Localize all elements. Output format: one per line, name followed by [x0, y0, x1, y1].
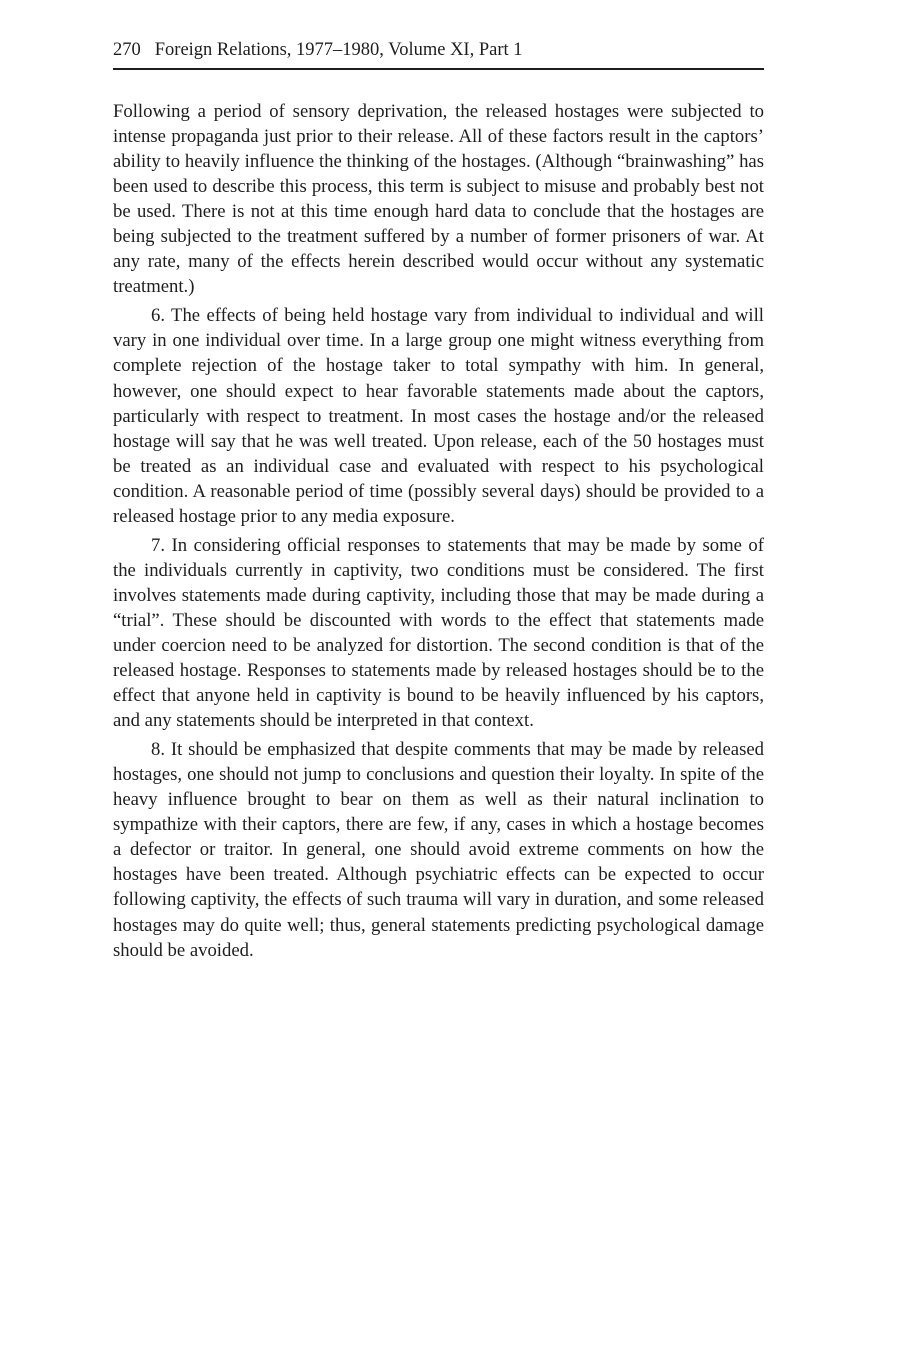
- page-number: 270: [113, 40, 141, 60]
- body-text: [113, 99, 764, 963]
- running-title: Foreign Relations, 1977–1980, Volume XI, Part 1: [154, 40, 523, 60]
- header-rule: [113, 68, 764, 70]
- document-page: [113, 38, 764, 967]
- paragraph-8: 8. It should be emphasized that despite comments that may be made by released hostages, one should not jump to conclusions and question their loyalty. In spite of the heavy influence brought to bear on them as well as their natural inclination to sympathize with their captors, there are few, if any, cases in which a hostage becomes a defector or traitor. In general, one should avoid extreme comments on how the hostages have been treated. Although psychiatric effects can be expected to occur following captivity, the effects of such trauma will vary in duration, and some released hostages may do quite well; thus, general statements predicting psychological damage should be avoided.: [113, 739, 764, 961]
- paragraph-7: 7. In considering official responses to statements that may be made by some of the individuals currently in captivity, two conditions must be considered. The first involves statements made during captivity, including those that may be made during a “trial”. These should be discounted with words to the effect that statements made under coercion need to be analyzed for distortion. The second condition is that of the released hostage. Responses to statements made by released hostages should be to the effect that anyone held in captivity is bound to be heavily influenced by his captors, and any statements should be interpreted in that context.: [113, 534, 764, 732]
- running-head: [113, 38, 764, 66]
- paragraph-continued: Following a period of sensory deprivation, the released hostages were subjected to intense propaganda just prior to their release. All of these factors result in the captors’ ability to heavily influence the thinking of the hostages. (Although “brainwashing” has been used to describe this process, this term is subject to misuse and probably best not be used. There is not at this time enough hard data to conclude that the hostages are being subjected to the treatment suffered by a number of former prisoners of war. At any rate, many of the effects herein described would occur without any systematic treatment.): [113, 101, 764, 298]
- paragraph-6: 6. The effects of being held hostage vary from individual to individual and will vary in one individual over time. In a large group one might witness everything from complete rejection of the hostage taker to total sympathy with him. In general, however, one should expect to hear favorable statements made about the captors, particularly with respect to treatment. In most cases the hostage and/or the released hostage will say that he was well treated. Upon release, each of the 50 hostages must be treated as an individual case and evaluated with respect to his psychological condition. A reasonable period of time (possibly several days) should be provided to a released hostage prior to any media exposure.: [113, 305, 764, 527]
